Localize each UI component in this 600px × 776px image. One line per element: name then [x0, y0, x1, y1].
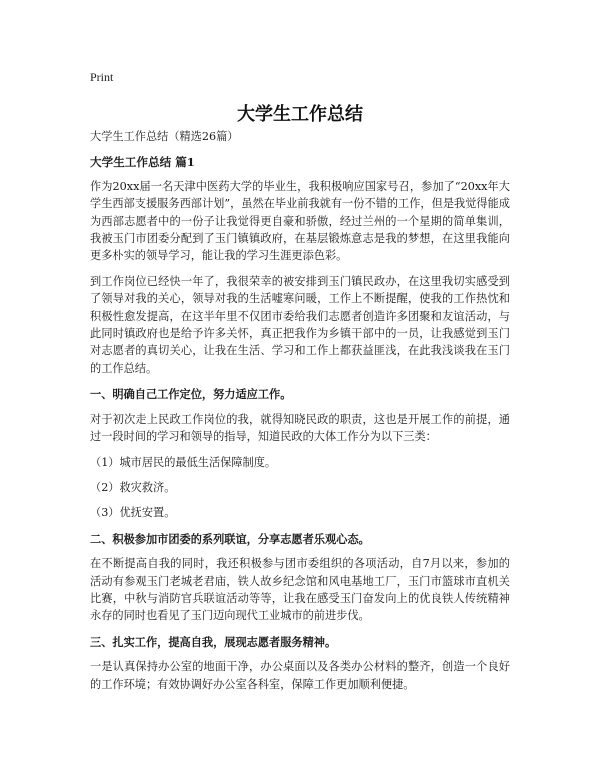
list-item: （1）城市居民的最低生活保障制度。: [90, 455, 277, 469]
print-link[interactable]: Print: [90, 70, 114, 84]
list-item: （2）救灾救济。: [90, 480, 176, 494]
paragraph: 作为20xx届一名天津中医药大学的毕业生，我积极响应国家号召，参加了“20xx年大学生西部支援服务西部计划”，虽然在毕业前我就有一份不错的工作，但是我觉得能成为西部志愿者中的一份子让我觉得更自豪和骄傲，经过兰州的一个星期的简单集训，我被玉门市团委分配到了玉门镇镇政府，在基层锻炼意志是我的梦想，在这里我能向更多朴实的领导学习，能让我的学习生涯更添色彩。: [90, 179, 510, 263]
paragraph: 一是认真保持办公室的地面干净，办公桌面以及各类办公材料的整齐，创造一个良好的工作环境；有效协调好办公室各科室，保障工作更加顺利便捷。: [90, 660, 510, 691]
paragraph: 在不断提高自我的同时，我还积极参与团市委组织的各项活动，自7月以来，参加的活动有参观玉门老城老君庙，铁人故乡纪念馆和风电基地工厂，玉门市篮球市直机关比赛，中秋与消防官兵联谊活动等等，让我在感受玉门奋发向上的优良铁人传统精神永存的同时也看见了玉门迈向现代工业城市的前进步伐。: [90, 557, 510, 623]
document-body: [90, 128, 510, 701]
subheading-1: 一、明确自己工作定位，努力适应工作。: [90, 387, 292, 402]
subheading-3: 三、扎实工作，提高自我，展现志愿者服务精神。: [90, 634, 337, 649]
paragraph: 到工作岗位已经快一年了，我很荣幸的被安排到玉门镇民政办，在这里我切实感受到了领导对我的关心，领导对我的生活嘘寒问暖，工作上不断提醒，使我的工作热忱和积极性愈发提高，在这半年里不仅团市委给我们志愿者创造许多团聚和友谊活动，与此同时镇政府也是给予许多关怀，真正把我作为乡镇干部中的一员，让我感觉到玉门对志愿者的真切关心，让我在生活、学习和工作上都获益匪浅，在此我浅谈我在玉门的工作总结。: [90, 274, 510, 375]
subheading-2: 二、积极参加市团委的系列联谊，分享志愿者乐观心态。: [90, 531, 370, 546]
document-subtitle: 大学生工作总结（精选26篇）: [90, 130, 239, 143]
list-item: （3）优抚安置。: [90, 506, 176, 520]
page-title: 大学生工作总结: [237, 104, 363, 125]
paragraph: 对于初次走上民政工作岗位的我，就得知晓民政的职责，这也是开展工作的前提，通过一段时间的学习和领导的指导，知道民政的大体工作分为以下三类：: [90, 412, 510, 444]
section-heading: 大学生工作总结 篇1: [90, 155, 195, 170]
